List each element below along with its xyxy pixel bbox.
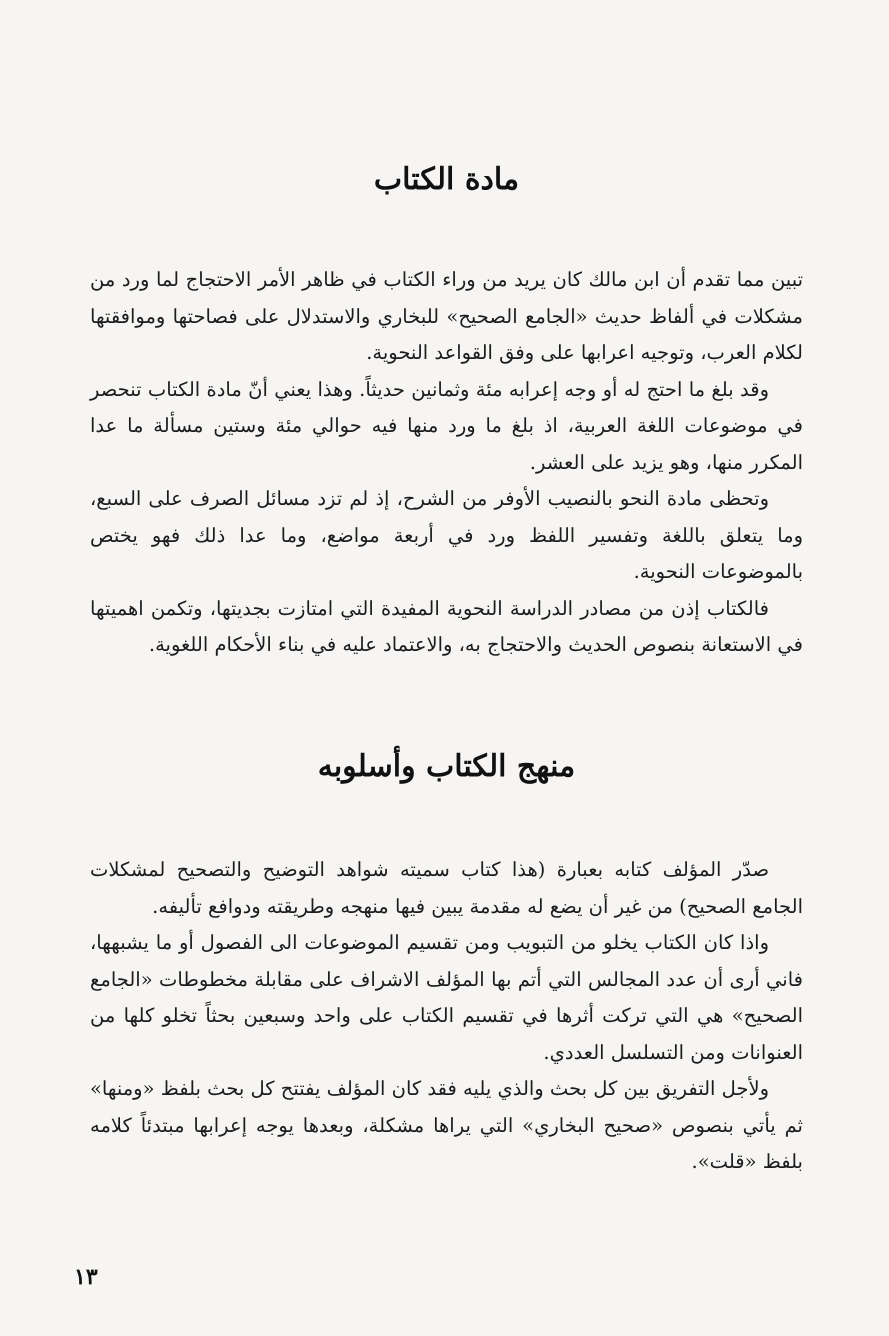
paragraph: وتحظى مادة النحو بالنصيب الأوفر من الشرح، إذ لم تزد مسائل الصرف على السبع، وما يتعلق باللغة وتفسير اللفظ ورد في أربعة مواضع، وما عدا ذلك فهو يختص بالموضوعات النحوية. bbox=[90, 487, 803, 583]
paragraph: تبين مما تقدم أن ابن مالك كان يريد من وراء الكتاب في ظاهر الأمر الاحتجاج لما ورد من مشكلات في ألفاظ حديث «الجامع الصحيح» للبخاري والاستدلال على فصاحتها وموافقتها لكلام العرب، وتوجيه اعرابها على وفق القواعد النحوية. bbox=[90, 268, 803, 364]
paragraph: فالكتاب إذن من مصادر الدراسة النحوية المفيدة التي امتازت بجديتها، وتكمن اهميتها في الاستعانة بنصوص الحديث والاحتجاج به، والاعتماد عليه في بناء الأحكام اللغوية. bbox=[90, 596, 803, 656]
paragraph: وقد بلغ ما احتج له أو وجه إعرابه مئة وثمانين حديثاً. وهذا يعني أنّ مادة الكتاب تنحصر في موضوعات اللغة العربية، اذ بلغ ما ورد منها فيه حوالي مئة وستين مسألة ما عدا المكرر منها، وهو يزيد على العشر. bbox=[90, 377, 803, 474]
section-heading-method: منهج الكتاب وأسلوبه bbox=[317, 749, 576, 785]
paragraph: صدّر المؤلف كتابه بعبارة (هذا كتاب سميته شواهد التوضيح والتصحيح لمشكلات الجامع الصحيح) من غير أن يضع له مقدمة يبين فيها منهجه وطريقته ودوافع تأليفه. bbox=[90, 858, 803, 918]
paragraph: واذا كان الكتاب يخلو من التبويب ومن تقسيم الموضوعات الى الفصول أو ما يشبهها، فاني أرى أن عدد المجالس التي أتم بها المؤلف الاشراف على مقابلة مخطوطات «الجامع الصحيح» هي التي تركت أثرها في تقسيم الكتاب على واحد وسبعين بحثاً تخلو كلها من العنوانات ومن التسلسل العددي. bbox=[90, 931, 803, 1064]
section-heading-material: مادة الكتاب bbox=[373, 162, 520, 198]
section-material-body bbox=[90, 262, 803, 664]
page-number: ١٣ bbox=[74, 1264, 98, 1290]
paragraph: ولأجل التفريق بين كل بحث والذي يليه فقد كان المؤلف يفتتح كل بحث بلفظ «ومنها» ثم يأتي بنصوص «صحيح البخاري» التي يراها مشكلة، وبعدها يوجه إعرابها مبتدئاً كلامه بلفظ «قلت». bbox=[89, 1077, 803, 1173]
section-method-body bbox=[90, 852, 803, 1181]
